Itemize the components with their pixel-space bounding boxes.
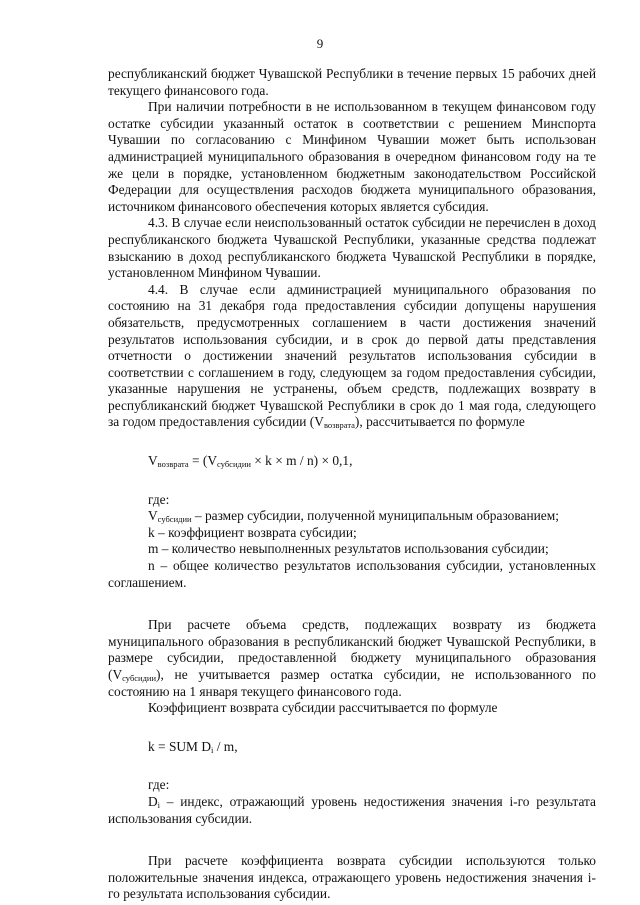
formula-coefficient: k = SUM $D_i$ / m, [148, 738, 238, 755]
paragraph-continuation: республиканский бюджет Чувашской Республики в течение первых 15 рабочих дней текущего финансового года. [108, 66, 596, 98]
definition-d: $D_i$ – индекс, отражающий уровень недостижения значения i-го результата использования субсидии. [108, 793, 596, 826]
definition-n: n – общее количество результатов использования субсидии, установленных соглашением. [108, 558, 596, 590]
paragraph-calculation-note: При расчете объема средств, подлежащих возврату из бюджета муниципального образования в республиканский бюджет Чувашской Республики, в размере субсидии, предоставленной бюджету муниципального образования $(V_{субсидии})$, не учитывается размер остатка субсидии, не использованного по состоянию на 1 января текущего финансового года. [108, 617, 596, 699]
definition-v-subsidy: $V_{субсидии}$ – размер субсидии, полученной муниципальным образованием; [148, 508, 559, 525]
paragraph-4-3: 4.3. В случае если неиспользованный остаток субсидии не перечислен в доход республиканского бюджета Чувашской Республики, указанные средства подлежат взысканию в доход республиканского бюджета Чувашской Республики в порядке, установленном Минфином Чувашии. [108, 215, 596, 281]
definition-m: m – количество невыполненных результатов использования субсидии; [148, 541, 549, 557]
paragraph-coefficient-intro: Коэффициент возврата субсидии рассчитывается по формуле [148, 700, 498, 716]
paragraph-4-4: 4.4. В случае если администрацией муниципального образования по состоянию на 31 декабря года предоставления субсидии допущены нарушения обязательств, предусмотренных соглашением в части достижения значений результатов использования субсидии, и в срок до первой даты представления отчетности о достижении значений результатов использования субсидии в соответствии с соглашением в году, следующем за годом предоставления субсидии, указанные нарушения не устранены, объем средств, подлежащих возврату в республиканский бюджет Чувашской Республики в срок до 1 мая года, следующего за годом предоставления субсидии $(V_{возврата})$, рассчитывается по формуле [108, 281, 596, 431]
document-body [108, 66, 596, 903]
page-number: 9 [316, 36, 324, 51]
definition-k: k – коэффициент возврата субсидии; [148, 524, 357, 540]
formula-return-volume: $V_{возврата} = (V_{субсидии} \times k \times m / n) \times 0,1$, [148, 453, 353, 470]
where-label-2: где: [148, 777, 170, 793]
paragraph-unused-balance: При наличии потребности в не использованном в текущем финансовом году остатке субсидии указанный остаток в соответствии с решением Минспорта Чувашии по согласованию с Минфином Чувашии может быть использован администрацией муниципального образования в очередном финансовом году на те же цели в порядке, установленном бюджетным законодательством Российской Федерации для осуществления расходов бюджета муниципального образования, источником финансового обеспечения которых является субсидия. [108, 99, 596, 214]
paragraph-positive-values: При расчете коэффициента возврата субсидии используются только положительные значения индекса, отражающего уровень недостижения значения i-го результата использования субсидии. [108, 853, 596, 902]
where-label: где: [148, 491, 170, 507]
